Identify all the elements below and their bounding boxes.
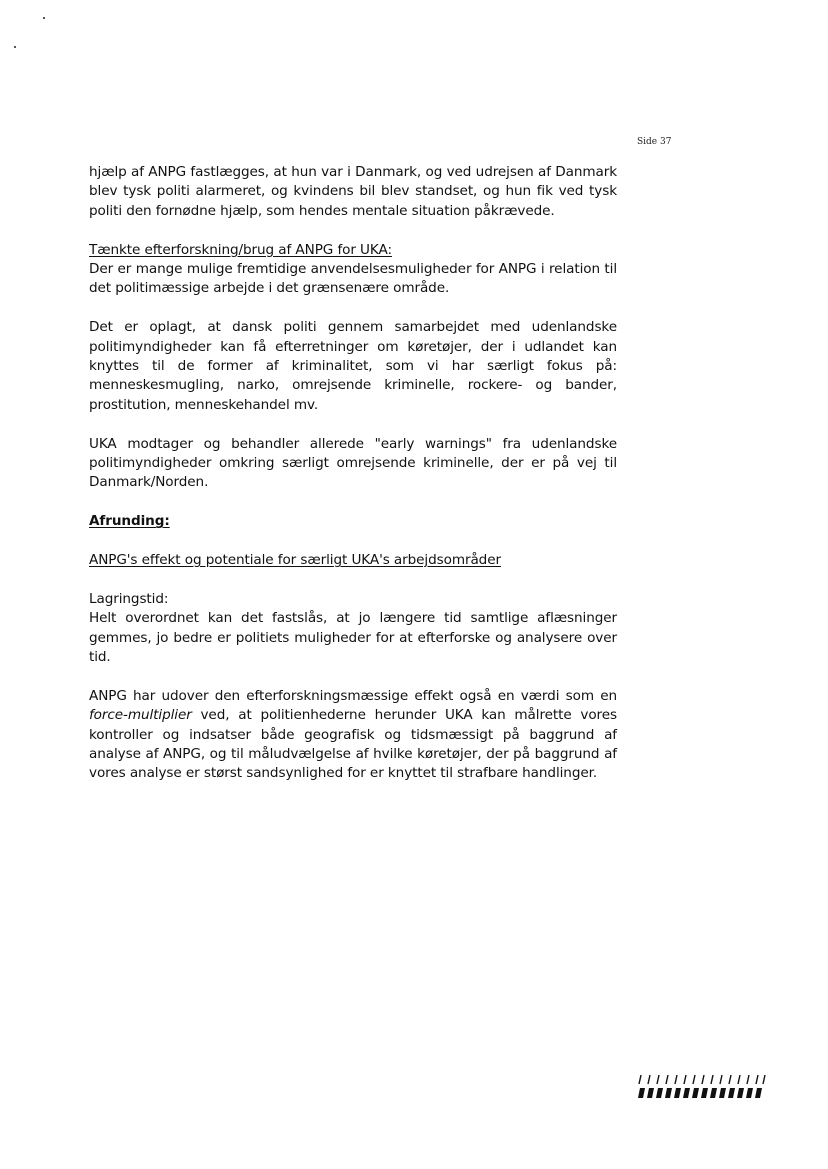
paragraph [89, 687, 617, 784]
barcode [637, 1074, 767, 1100]
paragraph: Helt overordnet kan det fastslås, at jo længere tid samtlige aflæsninger gemmes, jo bedre er politiets muligheder for at efterforske og analysere over tid. [89, 610, 617, 666]
section-heading [89, 512, 617, 531]
emphasized-term: force-multiplier [89, 707, 192, 724]
barcode-bottom-row [638, 1088, 762, 1098]
paragraph-text: ved, at politienhederne herunder UKA kan målrette vores kontroller og indsatser både geografisk og tidsmæssigt på baggrund af analyse af ANPG, og til måludvælgelse af hvilke køretøjer, der på baggrund af vores analyse er størst sandsynlighed for er knyttet til strafbare handlinger. [89, 707, 617, 782]
subsection-heading [89, 551, 617, 570]
scan-speck [43, 17, 45, 19]
paragraph: UKA modtager og behandler allerede "early warnings" fra udenlandske politimyndigheder omkring særligt omrejsende kriminelle, der er på vej til Danmark/Norden. [89, 435, 617, 491]
paragraph: hjælp af ANPG fastlægges, at hun var i Danmark, og ved udrejsen af Danmark blev tysk politi alarmeret, og kvindens bil blev standset, og hun fik ved tysk politi den fornødne hjælp, som hendes mentale situation påkrævede. [89, 164, 617, 219]
page-number: Side 37 [637, 137, 672, 147]
document-body [89, 163, 617, 803]
paragraph: Det er oplagt, at dansk politi gennem samarbejdet med udenlandske politimyndigheder kan få efterretninger om køretøjer, der i udlandet kan knyttes til de former af kriminalitet, som vi har særligt fokus på: menneskesmugling, narko, omrejsende kriminelle, rockere- og bander, prostitution, menneskehandel mv. [89, 319, 617, 413]
label: Lagringstid: [89, 590, 169, 607]
scan-speck [14, 46, 16, 48]
section-heading-text: Afrunding: [89, 513, 170, 530]
section-heading [89, 241, 617, 260]
paragraph-text: ANPG har udover den efterforskningsmæssige effekt også en værdi som en [89, 687, 617, 704]
barcode-top-row [639, 1075, 765, 1084]
subsection-heading-text: ANPG's effekt og potentiale for særligt UKA's arbejdsområder [89, 552, 501, 569]
section-heading-text: Tænkte efterforskning/brug af ANPG for UKA: [89, 241, 392, 258]
paragraph: Der er mange mulige fremtidige anvendelsesmuligheder for ANPG i relation til det politimæssige arbejde i det grænsenære område. [89, 261, 617, 297]
